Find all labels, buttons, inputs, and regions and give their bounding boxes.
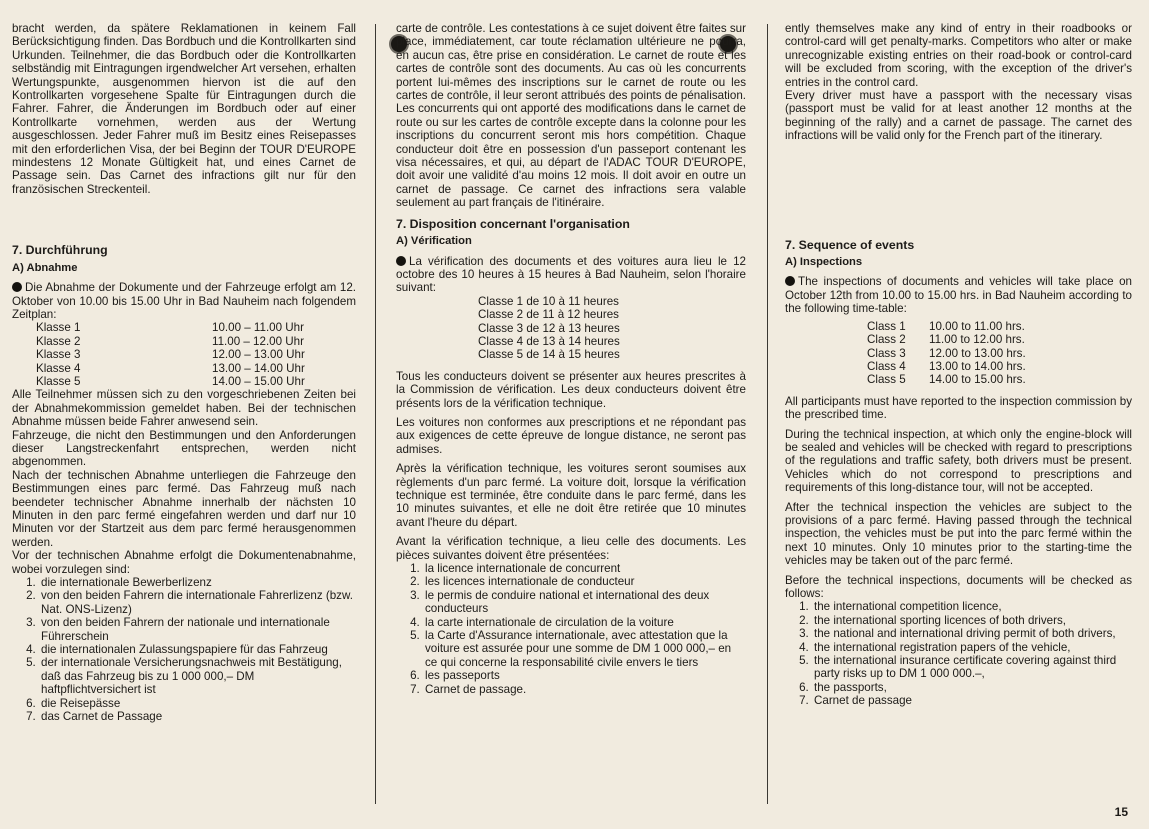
list-item: 6. les passeports: [423, 669, 746, 682]
paragraph: Avant la vérification technique, a lieu celle des documents. Les pièces suivantes doivent être présentées:: [396, 535, 746, 562]
bullet-icon: [785, 276, 795, 286]
sub-title: A) Inspections: [785, 256, 863, 269]
list-item: 2. von den beiden Fahrern die internationale Fahrerlizenz (bzw. Nat. ONS-Lizenz): [39, 589, 356, 616]
list-item: 5. la Carte d'Assurance internationale, avec attestation que la voiture est assurée pour une somme de DM 1 000 000,– en ce qui concerne la responsabilité civile envers le tiers: [423, 629, 746, 669]
paragraph: Vor der technischen Abnahme erfolgt die Dokumentenabnahme, wobei vorzulegen sind:: [12, 549, 356, 576]
list-item: 1. die internationale Bewerberlizenz: [39, 576, 356, 589]
paragraph: Fahrzeuge, die nicht den Bestimmungen und den Anforderungen dieser Langstreckenfahrt entsprechen, werden nicht abgenommen.: [12, 428, 356, 469]
column-german: [12, 22, 356, 724]
schedule-row: Classe 1 de 10 à 11 heures: [478, 294, 619, 308]
schedule-row: Klasse 2 11.00 – 12.00 Uhr: [36, 334, 304, 348]
schedule-table: [867, 320, 1132, 387]
bullet-icon: [396, 256, 406, 266]
schedule-row: Class 5 14.00 to 15.00 hrs.: [867, 373, 1026, 387]
schedule-table: [36, 321, 356, 388]
paragraph: After the technical inspection the vehicles are subject to the provisions of a parc fermé. Having passed through the technical inspection, the vehicles must be put into the parc fermé within the next 10 minutes. Only 10 minutes prior to the starting-time the vehicles may be taken out of the parc fermé.: [785, 500, 1132, 568]
bullet-icon: [12, 282, 22, 292]
schedule-row: Class 1 10.00 to 11.00 hrs.: [867, 319, 1025, 333]
section-title: 7. Sequence of events: [785, 237, 915, 252]
section-title: 7. Durchführung: [12, 243, 108, 258]
schedule-row: Klasse 4 13.00 – 14.00 Uhr: [36, 361, 305, 375]
sub-title: A) Abnahme: [12, 261, 78, 274]
list-item: 7. das Carnet de Passage: [39, 710, 356, 723]
section-title: 7. Disposition concernant l'organisation: [396, 216, 630, 231]
intro-text: bracht werden, da spätere Reklamationen in keinem Fall Berücksichtigung finden. Das Bordbuch und die Kontrollkarten sind Urkunden. Teilnehmer, die das Bordbuch oder die Kontrollkarten selbständig mit Eintragungen irgendwelcher Art versehen, erhalten Wertungspunkte, ausgenommen hiervon ist die auf den Kontrollkarten vorgesehene Spalte für Eintragungen durch die Fahrer. Fahrer, die Änderungen im Bordbuch oder auf einer Kontrollkarte vornehmen, werden aus der Wertung ausgeschlossen. Jeder Fahrer muß im Besitz eines Reisepasses mit den erforderlichen Visa, der bei Beginn der TOUR D'EUROPE mindestens 12 Monate Gültigkeit hat, und eines Carnet de Passage sein. Das Carnet des infractions gilt nur für den französischen Streckenteil.: [12, 22, 356, 196]
schedule-table: [478, 295, 746, 362]
paragraph: Alle Teilnehmer müssen sich zu den vorgeschriebenen Zeiten bei der Abnahmekommission gemeldet haben. Bei der technischen Abnahme müssen beide Fahrer anwesend sein.: [12, 388, 356, 429]
schedule-intro: La vérification des documents et des voitures aura lieu le 12 octobre des 10 heures à 15 heures à Bad Nauheim, selon l'horaire suivant:: [396, 254, 746, 295]
schedule-row: Classe 2 de 11 à 12 heures: [478, 308, 619, 322]
list-item: 2. the international sporting licences of both drivers,: [812, 614, 1132, 627]
document-list: [785, 600, 1132, 707]
intro-text: Every driver must have a passport with the necessary visas (passport must be valid for at least another 12 months at the beginning of the rally) and a carnet de passage. The carnet des infractions will be valid only for the French part of the itinerary.: [785, 89, 1132, 143]
schedule-row: Classe 3 de 12 à 13 heures: [478, 321, 620, 335]
list-item: 7. Carnet de passage: [812, 694, 1132, 707]
paragraph: Après la vérification technique, les voitures seront soumises aux règlements d'un parc fermé. La voiture doit, lorsque la vérification technique est terminée, être conduite dans le parc fermé, dans les 10 minutes suivantes, et elle ne doit être retirée que 10 minutes avant l'heure du départ.: [396, 462, 746, 529]
list-item: 6. the passports,: [812, 681, 1132, 694]
document-list: [12, 576, 356, 723]
schedule-row: Classe 5 de 14 à 15 heures: [478, 348, 620, 362]
schedule-intro: The inspections of documents and vehicles will take place on October 12th from 10.00 to 15.00 hrs. in Bad Nauheim according to the following time-table:: [785, 275, 1132, 316]
paragraph: During the technical inspection, at which only the engine-block will be sealed and vehicles will be checked with regard to prescriptions of the regulations and traffic safety, both drivers must be present. Vehicles which do not correspond to prescriptions and requirements of this long-distance tour, will not be accepted.: [785, 427, 1132, 495]
list-item: 5. the international insurance certificate covering against third party risks up to DM 1 000 000.–,: [812, 654, 1132, 681]
paragraph: All participants must have reported to the inspection commission by the prescribed time.: [785, 394, 1132, 422]
schedule-row: Klasse 3 12.00 – 13.00 Uhr: [36, 348, 305, 362]
schedule-intro: Die Abnahme der Dokumente und der Fahrzeuge erfolgt am 12. Oktober von 10.00 bis 15.00 Uhr in Bad Nauheim nach folgendem Zeitplan:: [12, 281, 356, 321]
page-number: 15: [1114, 805, 1128, 819]
schedule-row: Class 3 12.00 to 13.00 hrs.: [867, 346, 1026, 360]
list-item: 1. la licence internationale de concurrent: [423, 562, 746, 575]
paragraph: Before the technical inspections, documents will be checked as follows:: [785, 573, 1132, 600]
schedule-row: Classe 4 de 13 à 14 heures: [478, 334, 620, 348]
column-divider: [767, 24, 768, 804]
intro-text: carte de contrôle. Les contestations à ce sujet doivent être faites sur place, immédiatement, car toute réclamation ultérieure ne pourra, en aucun cas, être prise en considération. Le carnet de route et les cartes de contrôle sont des documents. Au cas où les concurrents portent lui-mêmes des inscriptions sur le carnet de route ou les cartes de contrôle, il leur seront attribués des points de pénalisation. Les concurrents qui ont apporté des modifications dans le carnet de route ou sur les cartes de contrôle excepte dans la colonne pour les inscriptions du concurrent seront mis hors compétition. Chaque conducteur doit être en possession d'un passeport contenant les visa nécessaires, et qui, au départ de l'ADAC TOUR D'EUROPE, doit avoir une validité d'au moins 12 mois. Il doit avoir en outre un carnet de passage. Ce carnet des infractions sera valable seulement au part français de l'itinéraire.: [396, 22, 746, 210]
list-item: 3. le permis de conduire national et international des deux conducteurs: [423, 589, 746, 616]
sub-title: A) Vérification: [396, 235, 472, 248]
list-item: 3. von den beiden Fahrern der nationale und internationale Führerschein: [39, 616, 356, 643]
paragraph: Nach der technischen Abnahme unterliegen die Fahrzeuge den Bestimmungen eines parc fermé. Das Fahrzeug muß nach beendeter technischer Abnahme innerhalb der nächsten 10 Minuten in den parc fermé eingefahren werden und darf nur 10 Minuten vor der Startzeit aus dem parc fermé herausgenommen werden.: [12, 468, 356, 549]
list-item: 4. the international registration papers of the vehicle,: [812, 641, 1132, 654]
column-french: [396, 22, 746, 696]
list-item: 1. the international competition licence,: [812, 600, 1132, 613]
column-divider: [375, 24, 376, 804]
schedule-row: Class 2 11.00 to 12.00 hrs.: [867, 333, 1025, 347]
list-item: 7. Carnet de passage.: [423, 683, 746, 696]
schedule-row: Class 4 13.00 to 14.00 hrs.: [867, 359, 1026, 373]
list-item: 4. die internationalen Zulassungspapiere für das Fahrzeug: [39, 643, 356, 656]
schedule-row: Klasse 1 10.00 – 11.00 Uhr: [36, 321, 304, 335]
intro-text: ently themselves make any kind of entry in their roadbooks or control-card will get penalty-marks. Competitors who alter or make unrecognizable existing entries on their road-book or control-card will be excluded from scoring, with the exception of the driver's entries in the control card.: [785, 22, 1132, 89]
list-item: 3. the national and international driving permit of both drivers,: [812, 627, 1132, 640]
list-item: 6. die Reisepässe: [39, 697, 356, 710]
paragraph: Tous les conducteurs doivent se présenter aux heures prescrites à la Commission de vérification. Les deux conducteurs doivent être présents lors de la vérification technique.: [396, 369, 746, 410]
list-item: 5. der internationale Versicherungsnachweis mit Bestätigung, daß das Fahrzeug bis zu 1 000 000,– DM haftpflichtversichert ist: [39, 656, 356, 696]
document-list: [396, 562, 746, 696]
paragraph: Les voitures non conformes aux prescriptions et ne répondant pas aux exigences de cette épreuve de longue distance, ne seront pas admises.: [396, 415, 746, 456]
column-english: [785, 22, 1132, 708]
list-item: 2. les licences internationale de conducteur: [423, 575, 746, 588]
list-item: 4. la carte internationale de circulation de la voiture: [423, 616, 746, 629]
schedule-row: Klasse 5 14.00 – 15.00 Uhr: [36, 374, 305, 388]
